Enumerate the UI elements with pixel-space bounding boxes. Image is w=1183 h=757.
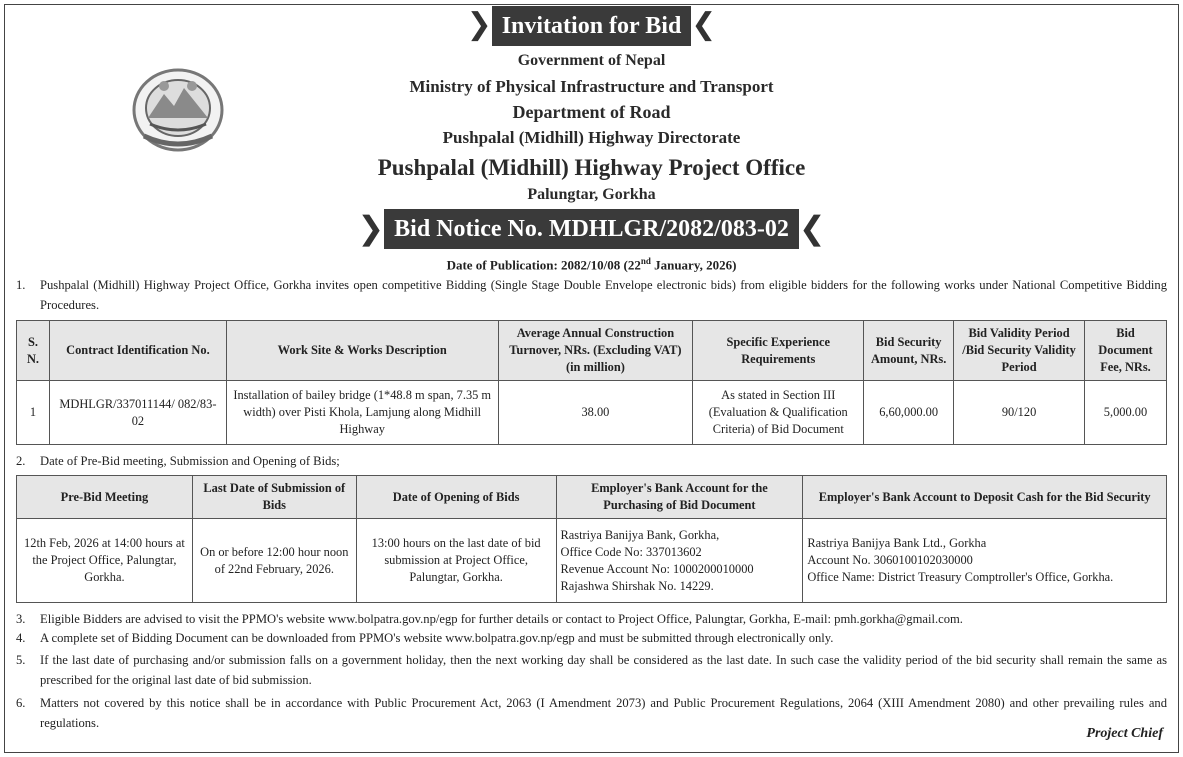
header-sn: S. N.: [17, 321, 50, 381]
paragraph-2: 2. Date of Pre-Bid meeting, Submission and Opening of Bids;: [16, 454, 340, 468]
header-doc-fee: Bid Document Fee, NRs.: [1084, 321, 1166, 381]
table-row: [17, 519, 1167, 603]
header-bid-security: Bid Security Amount, NRs.: [864, 321, 954, 381]
header-security-account: Employer's Bank Account to Deposit Cash for the Bid Security: [803, 476, 1167, 519]
cell-contract-id: MDHLGR/337011144/ 082/83-02: [49, 381, 226, 445]
right-chevrons-icon: ❮: [798, 209, 826, 247]
bid-notice-number: Bid Notice No. MDHLGR/2082/083-02: [384, 209, 799, 249]
header-opening: Date of Opening of Bids: [356, 476, 556, 519]
paragraph-4: 4. A complete set of Bidding Document can be downloaded from PPMO's website www.bolpatra.gov.np/egp and must be submitted through electronically only.: [16, 631, 834, 645]
works-table: [16, 320, 1167, 445]
publication-date: Date of Publication: 2082/10/08 (22nd January, 2026): [446, 256, 737, 273]
office-line: Pushpalal (Midhill) Highway Project Office: [377, 155, 806, 180]
table-header-row: [17, 321, 1167, 381]
paragraph-6: 6. Matters not covered by this notice shall be in accordance with Public Procurement Act, 2063 (I Amendment 2073) and Public Procurement Regulations, 2064 (XIII Amendment 2080) and other prevailing rules and regulations.: [16, 696, 1167, 730]
bid-notice-banner: [0, 209, 1183, 249]
cell-purchase-account: Rastriya Banijya Bank, Gorkha, Office Code No: 337013602 Revenue Account No: 1000200010000 Rajashwa Shirshak No. 14229.: [556, 519, 803, 603]
schedule-table: [16, 475, 1167, 603]
ministry-line: Ministry of Physical Infrastructure and Transport: [409, 77, 774, 96]
directorate-line: Pushpalal (Midhill) Highway Directorate: [442, 128, 741, 147]
header-work-site: Work Site & Works Description: [226, 321, 498, 381]
cell-security-account: Rastriya Banijya Bank Ltd., Gorkha Account No. 3060100102030000 Office Name: District Treasury Comptroller's Office, Gorkha.: [803, 519, 1167, 603]
signature: Project Chief: [1086, 726, 1163, 741]
cell-doc-fee: 5,000.00: [1084, 381, 1166, 445]
paragraph-3: 3. Eligible Bidders are advised to visit the PPMO's website www.bolpatra.gov.np/egp for further details or contact to Project Office, Palungtar, Gorkha, E-mail: pmh.gorkha@gmail.com.: [16, 612, 963, 626]
header-validity: Bid Validity Period /Bid Security Validity Period: [954, 321, 1085, 381]
left-chevrons-icon: ❯: [357, 209, 385, 247]
right-chevrons-icon: ❮: [691, 7, 717, 42]
paragraph-5: 5. If the last date of purchasing and/or submission falls on a government holiday, then the next working day shall be considered as the last date. In such case the validity period of the bid security shall remain the same as prescribed for the original last date of bid submission.: [16, 653, 1167, 687]
cell-opening: 13:00 hours on the last date of bid submission at Project Office, Palungtar, Gorkha.: [356, 519, 556, 603]
header-purchase-account: Employer's Bank Account for the Purchasing of Bid Document: [556, 476, 803, 519]
cell-prebid: 12th Feb, 2026 at 14:00 hours at the Project Office, Palungtar, Gorkha.: [17, 519, 193, 603]
cell-last-date: On or before 12:00 hour noon of 22nd February, 2026.: [192, 519, 356, 603]
notice-title: Invitation for Bid: [492, 6, 692, 46]
table-header-row: [17, 476, 1167, 519]
title-banner: [0, 6, 1183, 46]
table-row: [17, 381, 1167, 445]
paragraph-1: 1. Pushpalal (Midhill) Highway Project Office, Gorkha invites open competitive Bidding (Single Stage Double Envelope electronic bids) from eligible bidders for the following works under National Competitive Bidding Procedures.: [16, 278, 1167, 312]
department-line: Department of Road: [512, 102, 671, 122]
header-contract-id: Contract Identification No.: [49, 321, 226, 381]
cell-validity: 90/120: [954, 381, 1085, 445]
header-experience: Specific Experience Requirements: [693, 321, 864, 381]
cell-bid-security: 6,60,000.00: [864, 381, 954, 445]
cell-turnover: 38.00: [498, 381, 693, 445]
cell-sn: 1: [17, 381, 50, 445]
cell-experience: As stated in Section III (Evaluation & Qualification Criteria) of Bid Document: [693, 381, 864, 445]
header-prebid: Pre-Bid Meeting: [17, 476, 193, 519]
cell-work-site: Installation of bailey bridge (1*48.8 m span, 7.35 m width) over Pisti Khola, Lamjung along Midhill Highway: [226, 381, 498, 445]
header-last-date: Last Date of Submission of Bids: [192, 476, 356, 519]
location-line: Palungtar, Gorkha: [527, 186, 656, 203]
government-line: Government of Nepal: [517, 52, 666, 69]
header-turnover: Average Annual Construction Turnover, NRs. (Excluding VAT) (in million): [498, 321, 693, 381]
left-chevrons-icon: ❯: [466, 7, 492, 42]
